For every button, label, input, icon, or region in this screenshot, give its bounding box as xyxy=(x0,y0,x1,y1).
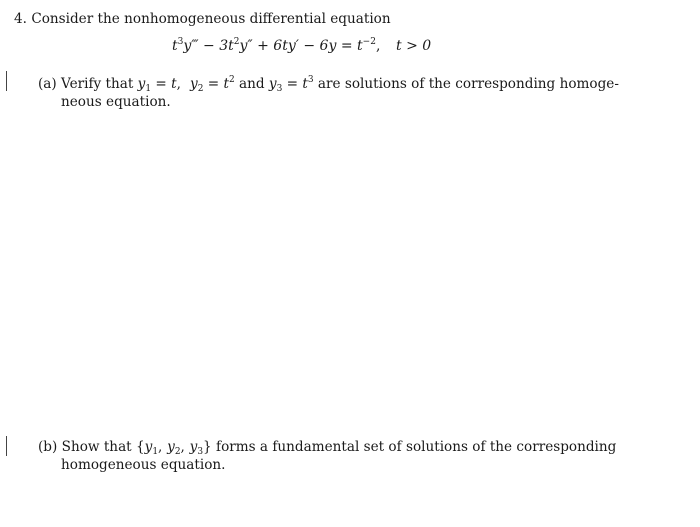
part-b-line-1: (b) Show that {$y_1$, $y_2$, $y_3$} forms a fundamental set of solutions of the corresponding xyxy=(38,439,617,457)
part-a-line-2: neous equation. xyxy=(61,94,171,110)
part-a-conj: and xyxy=(239,76,265,92)
y3-val: t xyxy=(302,76,308,92)
part-a-text-start: Verify that xyxy=(61,76,134,92)
part-b-line-2: homogeneous equation. xyxy=(61,457,226,473)
margin-rule-b xyxy=(6,436,7,456)
y1-val: t xyxy=(171,76,177,92)
problem-intro: Consider the nonhomogeneous differential equation xyxy=(31,11,391,27)
problem-header xyxy=(14,10,391,28)
part-a-line-1: (a) Verify that $y_1 = t$, $y_2 = t^2$ and $y_3 = t^3$ are solutions of the corresponding homoge- xyxy=(38,75,619,94)
part-b-label: (b) xyxy=(38,439,58,455)
part-a-text-end: are solutions of the corresponding homoge- xyxy=(317,76,619,92)
eq-y3: y‴ xyxy=(183,38,199,54)
eq-rhs-exp: −2 xyxy=(362,37,376,47)
eq-t: t xyxy=(172,38,178,54)
y3-exp: 3 xyxy=(307,75,314,85)
eq-t-exp: 3 xyxy=(177,37,184,47)
eq-term2-exp: 2 xyxy=(233,37,240,47)
problem-number: 4. xyxy=(14,11,27,27)
set-y2-sub: 2 xyxy=(174,447,181,457)
eq-condition: t > 0 xyxy=(396,38,432,54)
part-a-label: (a) xyxy=(38,76,57,92)
set-y3-sub: 3 xyxy=(197,447,204,457)
y1-sub: 1 xyxy=(145,84,152,94)
eq-term2-y: y″ xyxy=(239,38,253,54)
eq-term3: 6ty′ xyxy=(273,38,299,54)
y2-sub: 2 xyxy=(197,84,204,94)
part-b-text-start: Show that xyxy=(61,439,132,455)
differential-equation: $t^3y‴ - 3t^2y'' + 6ty' - 6y = t^{-2}$, t > 0 xyxy=(172,37,432,54)
eq-rhs: t xyxy=(357,38,363,54)
y3-sub: 3 xyxy=(276,84,283,94)
part-b-text-end: forms a fundamental set of solutions of the corresponding xyxy=(216,439,617,455)
y2-val: t xyxy=(223,76,229,92)
y2-exp: 2 xyxy=(228,75,235,85)
eq-term2-coef: 3t xyxy=(219,38,234,54)
eq-term4: 6y xyxy=(319,38,337,54)
margin-rule-a xyxy=(6,71,7,91)
set-y1-sub: 1 xyxy=(152,447,159,457)
